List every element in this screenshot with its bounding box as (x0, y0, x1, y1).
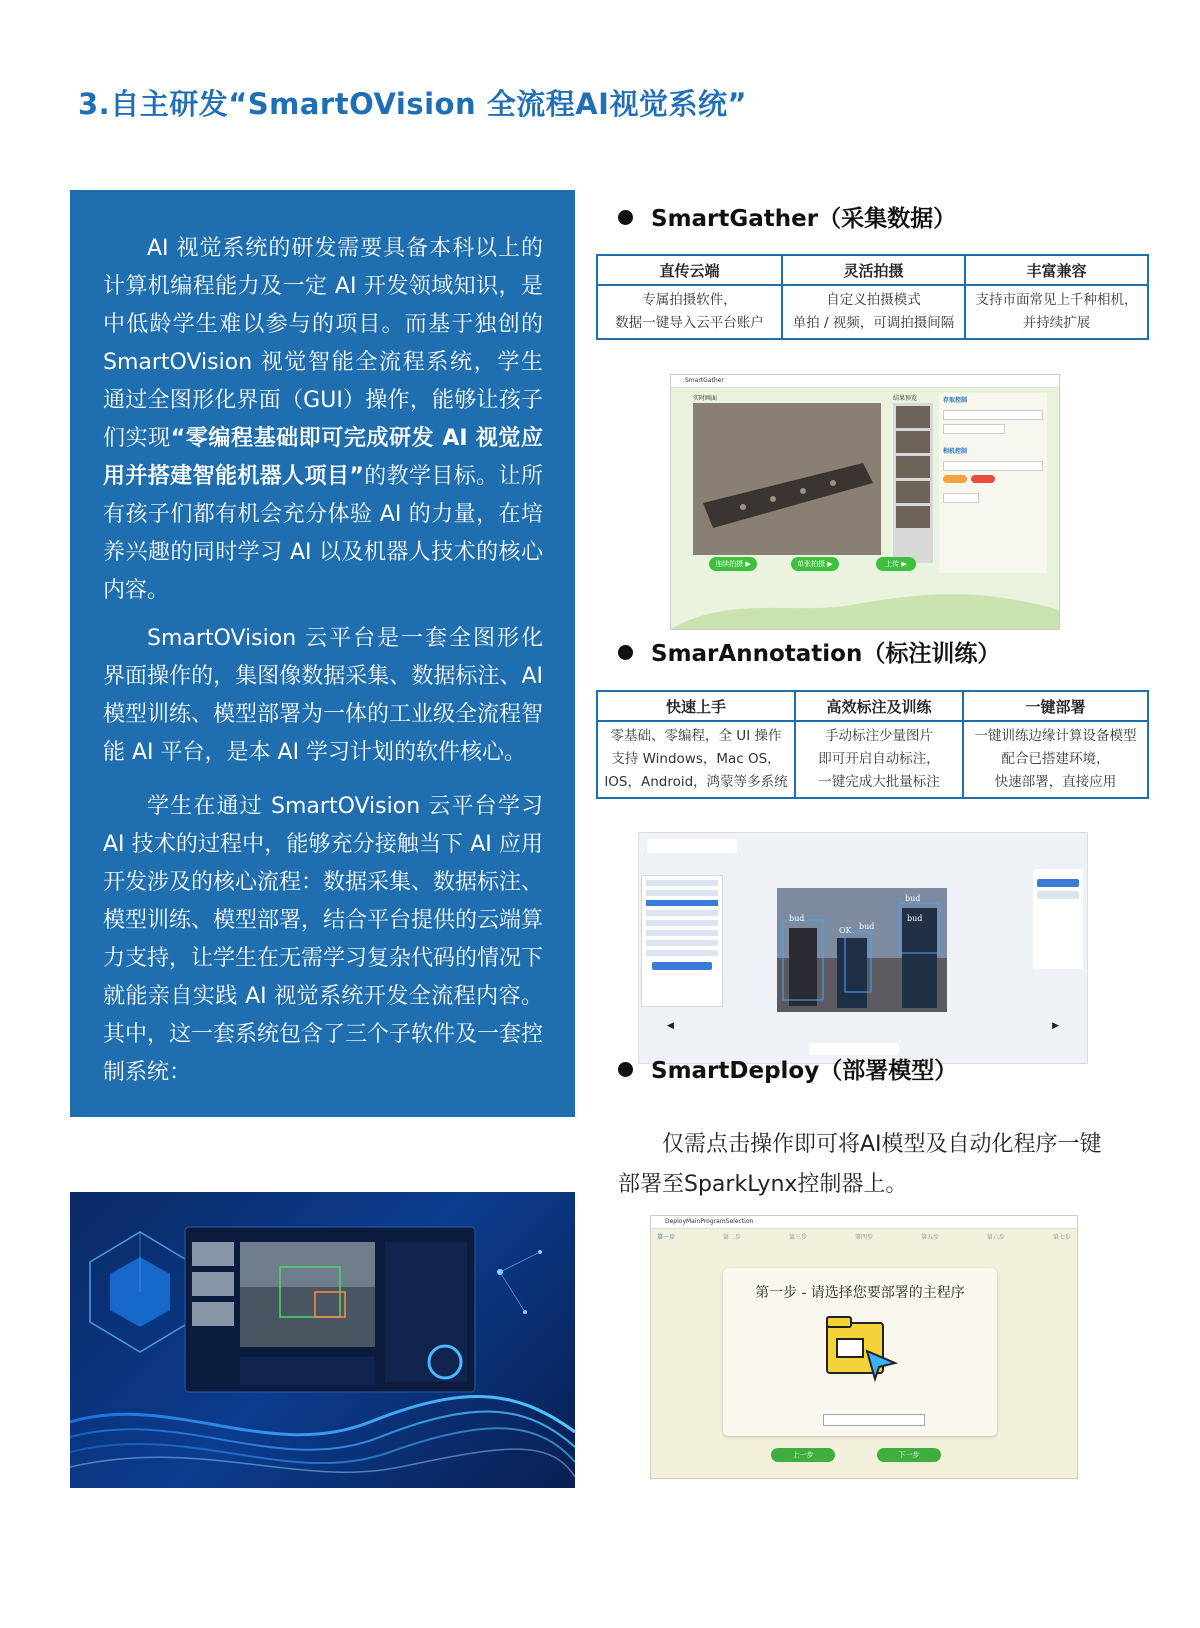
program-path-input[interactable] (823, 1414, 925, 1426)
bbox-label: bud (859, 922, 875, 931)
table-cell (795, 721, 963, 798)
window-title: DeployMainProgramSelection (665, 1218, 754, 1225)
tech-illustration-graphic (70, 1192, 575, 1488)
annotation-screenshot (638, 832, 1088, 1064)
annotation-canvas[interactable] (777, 888, 947, 1012)
window-title: SmartGather (685, 377, 724, 384)
cell-line: 数据一键导入云平台账户 (615, 315, 764, 331)
table-cell (597, 285, 782, 339)
thumbnail-strip (893, 403, 933, 563)
table-header: 直传云端 (597, 255, 782, 285)
table-cell (597, 721, 795, 798)
bbox-label: bud (907, 914, 923, 923)
prev-step-button[interactable]: 上一步 (771, 1448, 835, 1462)
cell-line: 即可开启自动标注， (818, 751, 940, 767)
ok-label-item[interactable] (1037, 879, 1079, 887)
table-header: 快速上手 (597, 691, 795, 721)
table-header: 丰富兼容 (965, 255, 1148, 285)
upload-button[interactable]: 上传 ▶ (876, 557, 916, 571)
page-title: 3.自主研发“SmartOVision 全流程AI视觉系统” (78, 87, 748, 121)
window-titlebar (671, 375, 1059, 388)
continuous-capture-button[interactable]: 连续拍摄 ▶ (709, 557, 757, 571)
cell-line: 快速部署，直接应用 (994, 774, 1117, 790)
table-header: 一键部署 (963, 691, 1148, 721)
bbox-label: OK (839, 926, 852, 935)
intro-paragraph-3: 学生在通过 SmartOVision 云平台学习 AI 技术的过程中，能够充分接触当下 AI 应用开发涉及的核心流程：数据采集、数据标注、模型训练、模型部署，结合平台提供的云端算力支持，让学生在无需学习复杂代码的情况下就能亲自实践 AI 视觉系统开发全流程内容。其中，这一套系统包含了三个子软件及一套控制系统： (103, 794, 544, 1085)
cell-line: 自定义拍摄模式 (826, 292, 921, 308)
step-item: 第四步 (854, 1234, 873, 1241)
cell-line: 专属拍摄软件， (642, 292, 737, 308)
deploy-description: 仅需点击操作即可将AI模型及自动化程序一键部署至SparkLynx控制器上。 (618, 1132, 1102, 1197)
gather-heading (618, 200, 956, 233)
table-header: 高效标注及训练 (795, 691, 963, 721)
table-cell (782, 285, 965, 339)
window-titlebar (651, 1216, 1077, 1229)
deploy-heading-text: SmartDeploy（部署模型） (651, 1058, 958, 1084)
list-item[interactable] (646, 950, 718, 956)
annotated-image (777, 888, 947, 1012)
camera-control-label: 相机控制 (943, 448, 968, 455)
folder-icon (823, 1313, 903, 1383)
thumbnail[interactable] (896, 431, 930, 453)
smartdeploy-screenshot (650, 1215, 1078, 1479)
control-panel (939, 393, 1047, 573)
gather-heading-text: SmartGather（采集数据） (651, 206, 957, 232)
bullet-icon (618, 645, 633, 660)
intro-highlight: “零编程基础即可完成研发 AI 视觉应用并搭建智能机器人项目” (103, 426, 543, 489)
bullet-icon (618, 210, 633, 225)
thumbnail[interactable] (896, 406, 930, 428)
deploy-heading (618, 1052, 957, 1085)
list-item[interactable] (646, 920, 718, 926)
intro-paragraph-1 (70, 230, 575, 610)
cell-line: 并持续扩展 (1022, 315, 1091, 331)
next-image-icon[interactable]: ▶ (1052, 1021, 1059, 1031)
gather-feature-table (596, 254, 1149, 340)
tech-illustration (70, 1192, 575, 1488)
step-item: 第六步 (986, 1234, 1005, 1241)
bud-label-item[interactable] (1037, 891, 1079, 899)
intro-text: AI 视觉系统的研发需要具备本科以上的计算机编程能力及一定 AI 开发领域知识，是中低龄学生难以参与的项目。而基于独创的 SmartOVision 视觉智能全流程系统，学生通过全图形化界面（GUI）操作，能够让孩子们实现 (103, 236, 543, 451)
dialog-card (723, 1268, 997, 1436)
cell-line: 手动标注少量图片 (825, 728, 933, 744)
annotation-heading-text: SmarAnnotation（标注训练） (651, 641, 1001, 667)
label-panel (1033, 869, 1083, 969)
prev-image-icon[interactable]: ◀ (667, 1021, 674, 1031)
open-camera-button[interactable] (943, 475, 967, 483)
bullet-icon (618, 1062, 633, 1077)
save-path-input[interactable] (943, 410, 1043, 420)
list-item[interactable] (646, 940, 718, 946)
cell-line: IOS，Android，鸿蒙等多系统 (604, 774, 788, 790)
result-preview-label: 结果预览 (893, 395, 918, 402)
cell-line: 一键完成大批量标注 (818, 774, 940, 790)
cell-line: 零基础、零编程，全 UI 操作 (610, 728, 782, 744)
deploy-prompt: 第一步 - 请选择您要部署的主程序 (755, 1285, 965, 1301)
step-progress (657, 1232, 1071, 1254)
thumbnail[interactable] (896, 481, 930, 503)
table-cell (963, 721, 1148, 798)
step-item-active: 第一步 (657, 1234, 676, 1241)
thumbnail[interactable] (896, 506, 930, 528)
toolbar (647, 839, 737, 853)
thumbnail[interactable] (896, 456, 930, 478)
cell-line: 配合已搭建环境， (1001, 751, 1110, 767)
annotation-heading (618, 635, 1000, 668)
intro-panel (70, 190, 575, 1117)
list-item[interactable] (646, 890, 718, 896)
decorative-hills (671, 575, 1059, 629)
step-item: 第七步 (1052, 1234, 1071, 1241)
single-capture-button[interactable]: 单张拍摄 ▶ (791, 557, 839, 571)
image-list-panel (641, 875, 723, 1007)
cell-line: 单拍 / 视频，可调拍摄间隔 (792, 315, 955, 331)
live-view-image (693, 403, 881, 555)
next-step-button[interactable]: 下一步 (877, 1448, 941, 1462)
step-item: 第二步 (722, 1234, 741, 1241)
list-item[interactable] (646, 910, 718, 916)
cell-line: 一键训练边缘计算设备模型 (974, 728, 1137, 744)
list-item[interactable] (646, 930, 718, 936)
intro-paragraph-2: SmartOVision 云平台是一套全图形化界面操作的，集图像数据采集、数据标注、AI 模型训练、模型部署为一体的工业级全流程智能 AI 平台，是本 AI 学习计划的软件核心。 (103, 626, 544, 765)
save-control-label: 存取控制 (943, 397, 968, 404)
annotation-feature-table (596, 690, 1149, 799)
save-name-input[interactable] (943, 424, 1005, 434)
list-item[interactable] (646, 880, 718, 886)
table-header: 灵活拍摄 (782, 255, 965, 285)
camera-frame (693, 403, 881, 555)
interval-input[interactable] (943, 493, 979, 503)
list-item-selected[interactable] (646, 900, 718, 906)
intro-text: 的教学目标。让所有孩子们都有机会充分体验 AI 的力量，在培养兴趣的同时学习 AI 以及机器人技术的核心内容。 (103, 464, 543, 603)
live-view-label: 实时画面 (693, 395, 718, 402)
camera-select[interactable] (943, 461, 1043, 471)
step-item: 第五步 (920, 1234, 939, 1241)
table-cell (965, 285, 1148, 339)
label-button[interactable] (652, 962, 712, 970)
cell-line: 支持市面常见上千种相机， (975, 292, 1138, 308)
close-camera-button[interactable] (971, 475, 995, 483)
camera-buttons (943, 475, 1043, 483)
bbox-label: bud (789, 914, 805, 923)
bbox-label: bud (905, 894, 921, 903)
smartgather-screenshot (670, 374, 1060, 630)
step-item: 第三步 (788, 1234, 807, 1241)
cell-line: 支持 Windows，Mac OS， (611, 751, 781, 767)
